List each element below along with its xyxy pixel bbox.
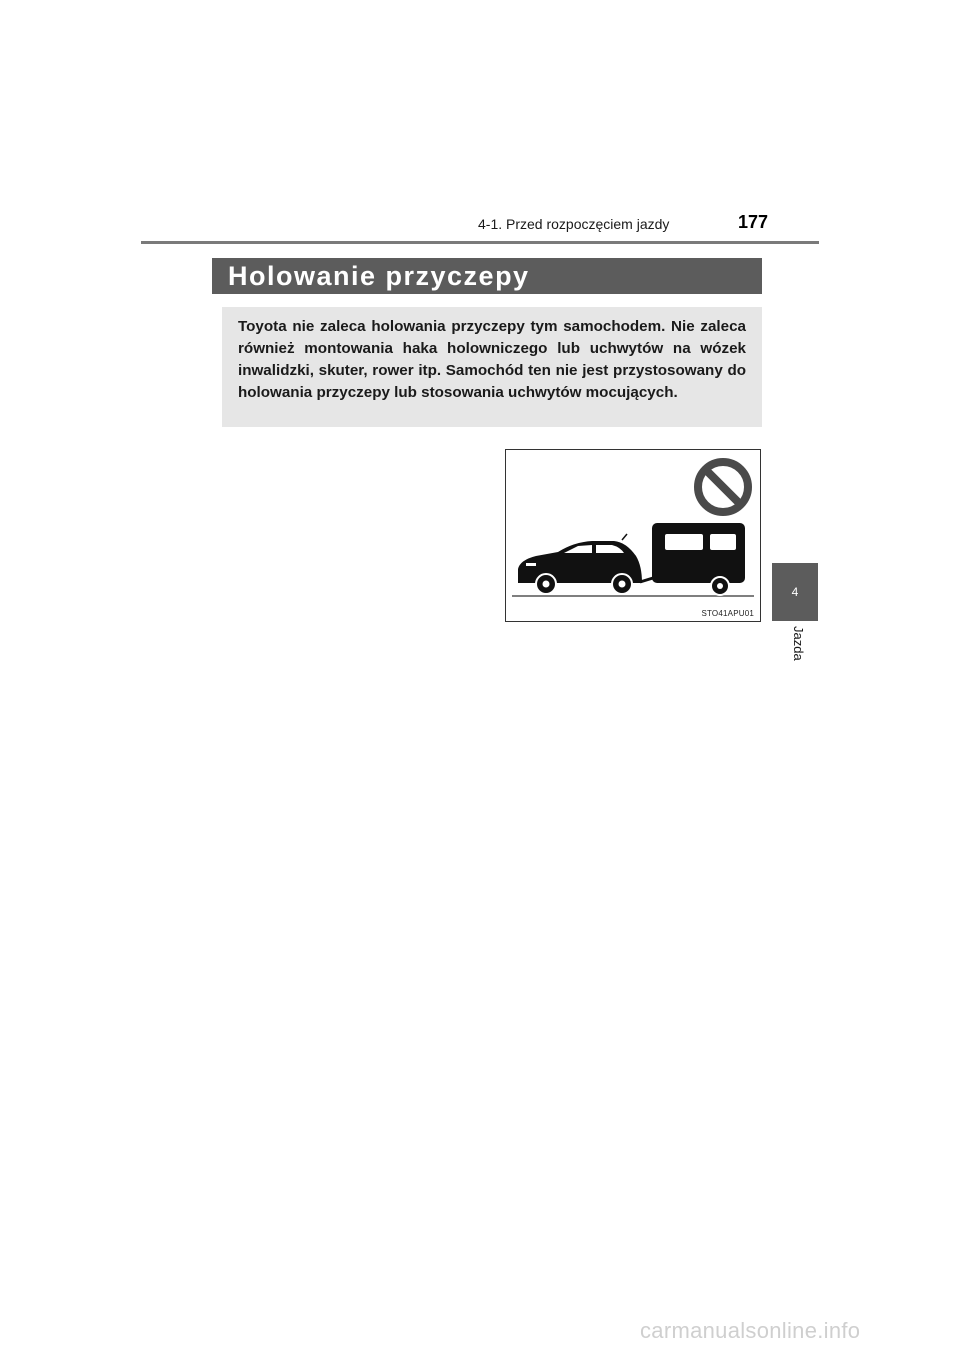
page-number: 177 (738, 212, 769, 232)
car-towing-trailer-illustration (506, 450, 760, 621)
title-bar (212, 258, 762, 294)
page-title: Holowanie przyczepy (228, 260, 530, 291)
chapter-label: Jazda (791, 626, 806, 661)
header-rule (141, 241, 819, 244)
intro-text: Toyota nie zaleca holowania przyczepy tym samochodem. Nie zaleca również montowania haka holowniczego lub uchwytów na wózek inwalidzki, skuter, rower itp. Samochód ten nie jest przystosowany do holowania przyczepy lub stosowania uchwytów mocujących. (238, 318, 746, 401)
image-code: STO41APU01 (701, 609, 754, 618)
chapter-tab (772, 563, 818, 621)
illustration-frame (505, 449, 761, 622)
chapter-number: 4 (791, 585, 799, 599)
intro-box (222, 307, 762, 427)
header-section-title: 4-1. Przed rozpoczęciem jazdy (478, 216, 670, 232)
car-icon (518, 534, 642, 594)
prohibited-icon (698, 462, 748, 512)
trailer-icon (640, 523, 745, 595)
watermark: carmanualsonline.info (640, 1318, 861, 1343)
